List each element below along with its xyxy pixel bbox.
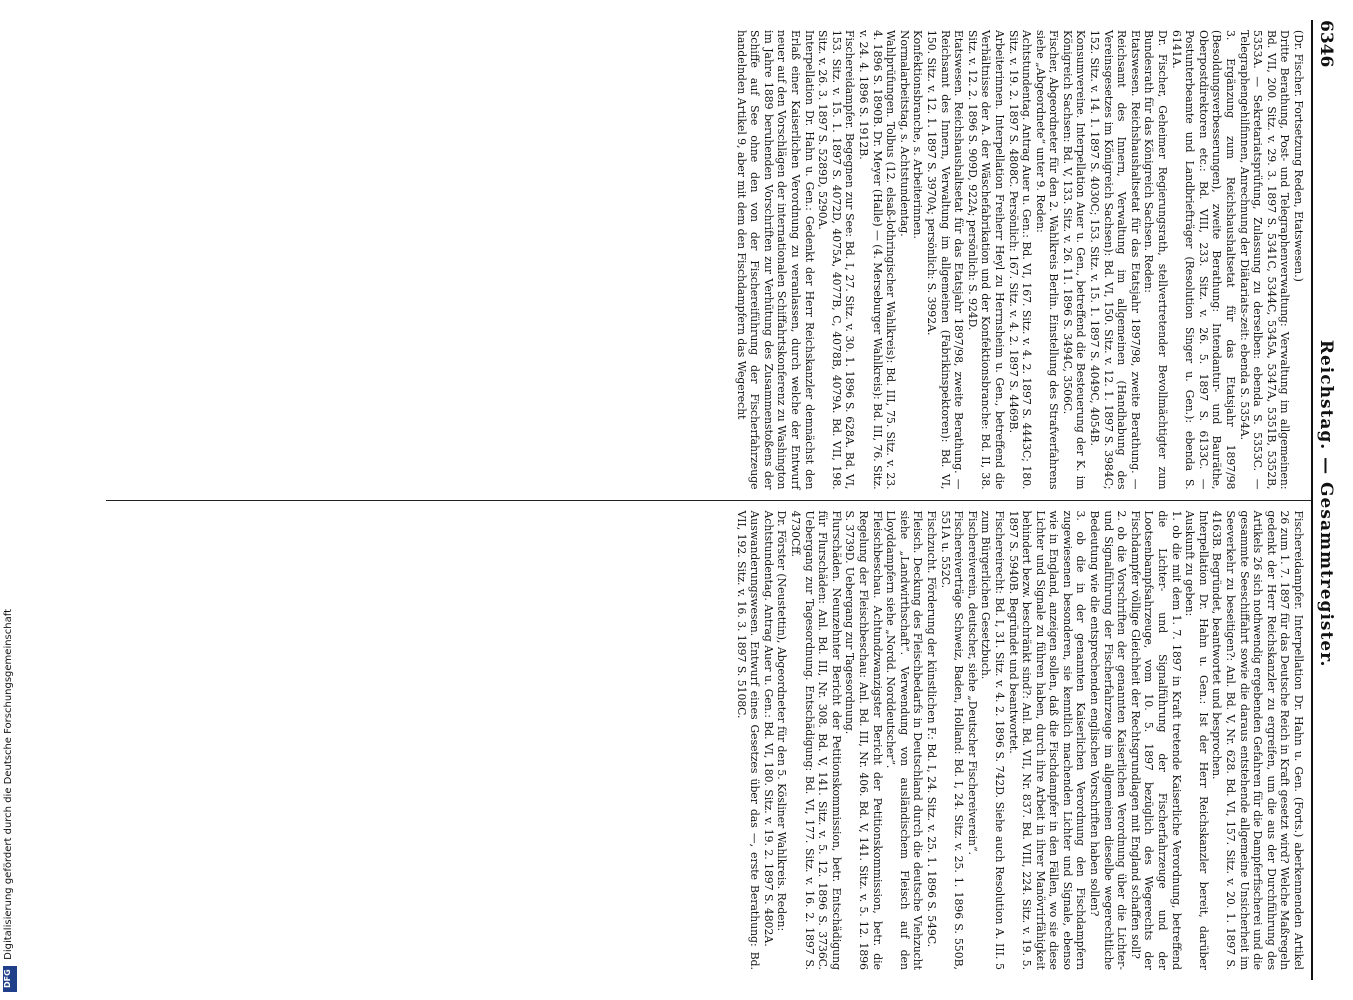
entry-paragraph: Dritte Berathung, Post- und Telegraphenverwaltung: Verwaltung im allgemeinen: Bd. VII, 200. Sitz. v. 29. 3. 1897 S. 5341C, 5344C, 5345A, 5347A, 5351B, 5352B, 5353A. — Sekretariatsprüfung, Zulassung zu derselben: ebenda S. 5353C. — Telegraphengehilfinnen, Anrechnung der Diätariats-zeit: ebenda S. 5354A.: [1237, 30, 1292, 490]
credit-text: Digitalisierung gefördert durch die Deutsche Forschungsgemeinschaft: [3, 609, 14, 960]
entry-paragraph: Dr. Fischer, Geheimer Regierungsrath, stellvertretender Bevollmächtigter zum Bundesrath für das Königreich Sachsen. Reden:: [1142, 30, 1170, 490]
entry-paragraph: Dr. Förster (Neustettin), Abgeordneter für den 5. Kösliner Wahlkreis. Reden:: [775, 510, 789, 932]
left-column: [106, 20, 1311, 500]
entry-paragraph: Fischereidampfer. Begegnen zur See: Bd. I, 27. Sitz. v. 30. 1. 1896 S. 628A. Bd. VI, 153. Sitz. v. 15. 1. 1897 S. 4072D, 4075A, 4077B, C, 4078B, 4079A. Bd. VII, 198. Sitz. v. 26. 3. 1897 S. 5289D, 5290A.: [816, 30, 857, 490]
entry-paragraph: 3. ob die in der genannten Kaiserlichen Verordnung den Fischdampfern zugewiesenen besonderen, sie kenntlich machenden Lichter und Signale, ebenso wie in England, anzeigen sollen, daß die Fischdampfer in den Fällen, wo sie diese Lichter und Signale zu führen haben, durch ihre Arbeit in ihrer Manövrirfähigkeit behindert bezw. beschränkt sind?: Anl. Bd. VII, Nr. 837. Bd. VIII, 224. Sitz. v. 19. 5. 1897 S. 5940B. Begründet und beantwortet.: [1006, 510, 1088, 970]
entry-paragraph: Fischereiverein, deutscher, siehe „Deutscher Fischereiverein“.: [965, 510, 979, 855]
entry-paragraph: Fischer, Abgeordneter für den 2. Wahlkreis Berlin. Einstellung des Strafverfahrens siehe „Abgeordnete“ unter 9. Reden:: [1033, 30, 1061, 490]
entry-paragraph: Auswanderungswesen. Entwurf eines Gesetzes über das —, erste Berathung: Bd. VII, 192. Sitz. v. 16. 3. 1897 S. 5108C.: [734, 510, 762, 970]
page-number: 6346: [1316, 20, 1336, 68]
entry-paragraph: Achtstundentag. Antrag Auer u. Gen.: Bd. VI, 180. Sitz. v. 19. 2. 1897 S. 4802A.: [761, 510, 775, 947]
entry-paragraph: Achtstundentag. Antrag Auer u. Gen.: Bd. VI, 167. Sitz. v. 4. 2. 1897 S. 4443C; 180. Sitz. v. 19. 2. 1897 S. 4808C. Persönlich: 167. Sitz. v. 4. 2. 1897 S. 4469B.: [1006, 30, 1034, 490]
running-title: Reichstag. — Gesammtregister.: [1316, 339, 1336, 668]
entry-paragraph: 3. Ergänzung zum Reichshaushaltsetat für das Etatsjahr 1897/98 (Besoldungsverbesserungen), zweite Berathung: Intendantur- und Bauräthe, Oberpostdirektoren etc.: Bd. VIII, 233. Sitz. v. 26. 5. 1897 S. 6133C. — Postunterbeamte und Landbriefträger (Resolution Singer u. Gen.): ebenda S. 6141A.: [1169, 30, 1238, 490]
right-column: [106, 500, 1311, 981]
entry-paragraph: Interpellation Dr. Hahn u. Gen.: Gedenkt der Herr Reichskanzler demnächst den Erlaß einer Kaiserlichen Verordnung zu veranlassen, durch welche der Entwurf neuer auf den Vorschlägen der internationalen Schiffahrtskonferenz zu Washington im Jahre 1889 beruhenden Vorschriften zur Verhütung des Zusammenstoßens der Schiffe auf See ohne den von der Fischereiführung der Fischerfahrzeuge handelnden Artikel 9, aber mit dem den Fischdampfern das Wegerecht: [734, 30, 816, 490]
entry-paragraph: Fischereirecht: Bd. I, 31. Sitz. v. 4. 2. 1896 S. 742D. Siehe auch Resolution A. III. 5 zum Bürgerlichen Gesetzbuch.: [979, 510, 1006, 970]
entry-paragraph: Wahlprüfungen. Tolbus (12. elsaß-lothringischer Wahlkreis): Bd. III, 75. Sitz. v. 23. 4. 1896 S. 1890B. Dr. Meyer (Halle) — (4. Merseburger Wahlkreis): Bd. III, 76. Sitz. v. 24. 4. 1896 S. 1912B.: [857, 30, 898, 490]
entry-paragraph: 1. ob die mit dem 1. 7. 1897 in Kraft tretende Kaiserliche Verordnung, betreffend die Lichter- und Signalführung der Fischerfahrzeuge und der Lootsenbampfsahrzeuge, vom 10. 5. 1897 bezüglich des Wegerechts der Fischdampfer völlige Gleichheit der Rechtsgrundlagen mit England schaffen soll?: [1128, 510, 1183, 970]
entry-paragraph: Normalarbeitstag, s. Achtstundentag.: [897, 30, 911, 237]
entry-paragraph: Fleisch. Deckung des Fleischbedarfs in Deutschland durch die deutsche Viehzucht siehe „Landwirthschaft“. Verwendung von ausländischem Fleisch auf den Lloyddampfern siehe „Nordd. Norddeutscher“.: [884, 510, 925, 970]
entry-paragraph: (Dr. Fischer. Fortsetzung Reden, Etatswesen.): [1292, 30, 1305, 282]
dfg-logo: DFG: [3, 966, 17, 992]
entry-paragraph: Fischzucht. Förderung der künstlichen F.: Bd. I, 24. Sitz. v. 25. 1. 1896 S. 549C.: [924, 510, 938, 948]
page-header: [1311, 20, 1339, 980]
entry-paragraph: Fischereidampfer. Interpellation Dr. Hahn u. Gen. (Forts.) aberkennenden Artikel 26 zum 1. 7. 1897 für das Deutsche Reich in Kraft gesetzt wird? Welche Maßregeln gedenkt der Herr Reichskanzler zu ergreifen, um die aus der Durchführung des Artikels 26 sich nothwendig ergebenden Gefahren für die Dampferfischerei und die gesammte Seeschiffahrt sowie die daraus entstehende allgemeine Unsicherheit im Seeverkehr zu beseitigen?: Anl. Bd. V, Nr. 628. Bd. VI, 157. Sitz. v. 20. 1. 1897 S. 4163B. Begründet, beantwortet und besprochen.: [1210, 510, 1305, 970]
entry-paragraph: Konfektionsbranche, s. Arbeiterinnen.: [911, 30, 925, 239]
entry-paragraph: Arbeiterinnen. Interpellation Freiherr Heyl zu Herrnsheim u. Gen., betreffend die Verhältnisse der A. der Wäschefabrikation und der Konfektionsbranche: Bd. II, 38. Sitz. v. 12. 2. 1896 S. 909D, 922A; persönlich: S. 924D.: [965, 30, 1006, 490]
entry-paragraph: Flurschäden. Neunzehnter Bericht der Petitionskommission, betr. Entschädigung für Flurschäden: Anl. Bd. III, Nr. 308. Bd. V, 141. Sitz. v. 5. 12. 1896 S. 3736C. Uebergang zur Tagesordnung. Entschädigung: Bd. VI, 177. Sitz. v. 16. 2. 1897 S. 4730Cff.: [789, 510, 843, 970]
entry-paragraph: Konsumvereine. Interpellation Auer u. Gen., betreffend die Besteuerung der K. im Königreich Sachsen: Bd. V, 133. Sitz. v. 26. 11. 1896 S. 3494C, 3506C.: [1060, 30, 1088, 490]
entry-paragraph: Etatswesen. Reichshaushaltsetat für das Etatsjahr 1897/98, zweite Berathung. — Reichsamt des Innern, Verwaltung im allgemeinen (Fabrikinspektoren): Bd. VI, 150. Sitz. v. 12. 1. 1897 S. 3970A; persönlich: S. 3992A.: [924, 30, 966, 490]
entry-paragraph: Interpellation Dr. Hahn u. Gen.: Ist der Herr Reichskanzler bereit, darüber Auskunft zu geben:: [1183, 510, 1210, 970]
entry-paragraph: Fleischbeschau. Achtundzwanzigster Bericht der Petitionskommission, betr. die Regelung der Fleischbeschau: Anl. Bd. III, Nr. 406. Bd. V, 141. Sitz. v. 5. 12. 1896 S. 3739D. Uebergang zur Tagesordnung.: [843, 510, 884, 970]
entry-paragraph: 2. ob die Vorschriften der genannten Kaiserlichen Verordnung über die Lichter- und Signalführung der Fischerfahrzeuge im allgemeinen dieselbe wegerechtliche Bedeutung wie die entsprechenden englischen Vorschriften haben sollen?: [1088, 510, 1129, 970]
entry-paragraph: Etatswesen. Reichshaushaltsetat für das Etatsjahr 1897/98, zweite Berathung. — Reichsamt des Innern, Verwaltung im allgemeinen (Handhabung des Vereinsgesetzes im Königreich Sachsen): Bd. VI, 150. Sitz. v. 12. 1. 1897 S. 3984C; 152. Sitz. v. 14. 1. 1897 S. 4030C; 153. Sitz. v. 15. 1. 1897 S. 4049C, 4054B.: [1088, 30, 1142, 490]
entry-paragraph: Fischereiverträge Schweiz, Baden, Holland: Bd. I, 24. Sitz. v. 25. 1. 1896 S. 550B, 551A u. 552C.: [938, 510, 966, 970]
digitization-credit: [3, 0, 19, 1000]
